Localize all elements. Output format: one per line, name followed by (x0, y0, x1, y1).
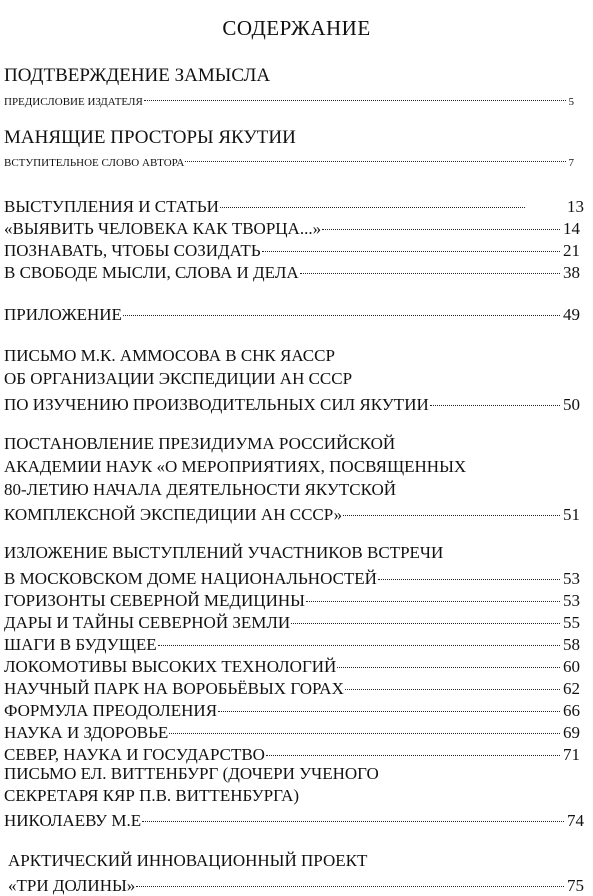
toc-entry-page: 53 (563, 569, 580, 588)
toc-entry-appendix[interactable] (4, 302, 580, 325)
toc-line: ПИСЬМО М.К. АММОСОВА В СНК ЯАССР (4, 346, 335, 365)
toc-entry-text: ГОРИЗОНТЫ СЕВЕРНОЙ МЕДИЦИНЫ (4, 591, 305, 610)
toc-entry-page: 71 (563, 745, 580, 764)
toc-entry-page: 7 (568, 157, 574, 169)
section-heading-yakutia: МАНЯЩИЕ ПРОСТОРЫ ЯКУТИИ (4, 127, 296, 148)
toc-entry-text: ДАРЫ И ТАЙНЫ СЕВЕРНОЙ ЗЕМЛИ (4, 613, 291, 632)
toc-entry-text: «ВЫЯВИТЬ ЧЕЛОВЕКА КАК ТВОРЦА...» (4, 219, 322, 238)
toc-entry-page: 53 (563, 591, 580, 610)
toc-entry-page: 75 (567, 876, 584, 895)
toc-entry-page: 21 (563, 241, 580, 260)
dot-leader (345, 672, 560, 690)
toc-entry-freedom[interactable] (4, 260, 580, 283)
toc-line: ПОСТАНОВЛЕНИЕ ПРЕЗИДИУМА РОССИЙСКОЙ (4, 434, 396, 453)
toc-entry-page: 38 (563, 263, 580, 282)
toc-entry-text: СЕВЕР, НАУКА И ГОСУДАРСТВО (4, 745, 265, 764)
toc-line: АКАДЕМИИ НАУК «О МЕРОПРИЯТИЯХ, ПОСВЯЩЕННЫХ (4, 457, 467, 476)
toc-entry-page: 74 (567, 811, 584, 830)
toc-entry-meeting-8[interactable] (4, 742, 580, 765)
dot-leader (430, 388, 560, 406)
page-title: СОДЕРЖАНИЕ (222, 16, 371, 40)
toc-entry-text: В МОСКОВСКОМ ДОМЕ НАЦИОНАЛЬНОСТЕЙ (4, 569, 377, 588)
toc-entry-text: ПРИЛОЖЕНИЕ (4, 305, 122, 324)
toc-entry-page: 14 (563, 219, 580, 238)
toc-line: СЕКРЕТАРЯ КЯР П.В. ВИТТЕНБУРГА) (4, 786, 300, 805)
dot-leader (337, 650, 560, 668)
dot-leader (266, 738, 560, 756)
toc-entry-text: ПОЗНАВАТЬ, ЧТОБЫ СОЗИДАТЬ (4, 241, 261, 260)
toc-entry-text: КОМПЛЕКСНОЙ ЭКСПЕДИЦИИ АН СССР» (4, 505, 343, 524)
toc-entry-preface[interactable] (4, 93, 574, 109)
toc-entry-text: ПО ИЗУЧЕНИЮ ПРОИЗВОДИТЕЛЬНЫХ СИЛ ЯКУТИИ (4, 395, 429, 414)
toc-line: ОБ ОРГАНИЗАЦИИ ЭКСПЕДИЦИИ АН СССР (4, 369, 353, 388)
dot-leader (378, 562, 560, 580)
dot-leader (220, 190, 525, 208)
toc-entry-arctic[interactable] (8, 873, 584, 896)
dot-leader (136, 869, 564, 887)
dot-leader (144, 89, 566, 101)
toc-entry-text: ПРЕДИСЛОВИЕ ИЗДАТЕЛЯ (4, 96, 143, 108)
toc-entry-page: 49 (563, 305, 580, 324)
toc-entry-letter[interactable] (4, 392, 580, 415)
toc-line: 80-ЛЕТИЮ НАЧАЛА ДЕЯТЕЛЬНОСТИ ЯКУТСКОЙ (4, 480, 397, 499)
toc-entry-page: 5 (568, 96, 574, 108)
toc-entry-text: ВЫСТУПЛЕНИЯ И СТАТЬИ (4, 197, 219, 216)
toc-entry-page: 58 (563, 635, 580, 654)
dot-leader (185, 150, 565, 162)
toc-entry-wittenburg[interactable] (4, 808, 584, 831)
toc-entry-text: В СВОБОДЕ МЫСЛИ, СЛОВА И ДЕЛА (4, 263, 299, 282)
dot-leader (300, 256, 560, 274)
toc-entry-page: 66 (563, 701, 580, 720)
toc-entry-page: 51 (563, 505, 580, 524)
dot-leader (169, 716, 560, 734)
toc-entry-resolution[interactable] (4, 502, 580, 525)
dot-leader (142, 804, 564, 822)
dot-leader (306, 584, 560, 602)
toc-entry-author-intro[interactable] (4, 154, 574, 170)
dot-leader (158, 628, 560, 646)
toc-entry-page: 13 (567, 197, 584, 216)
dot-leader (218, 694, 560, 712)
toc-line: АРКТИЧЕСКИЙ ИННОВАЦИОННЫЙ ПРОЕКТ (8, 851, 368, 870)
toc-line: ИЗЛОЖЕНИЕ ВЫСТУПЛЕНИЙ УЧАСТНИКОВ ВСТРЕЧИ (4, 543, 444, 562)
toc-entry-page: 69 (563, 723, 580, 742)
dot-leader (262, 234, 560, 252)
dot-leader (322, 212, 560, 230)
toc-entry-text: ШАГИ В БУДУЩЕЕ (4, 635, 157, 654)
toc-entry-page: 55 (563, 613, 580, 632)
toc-entry-text: НАУЧНЫЙ ПАРК НА ВОРОБЬЁВЫХ ГОРАХ (4, 679, 344, 698)
toc-entry-text: НИКОЛАЕВУ М.Е (4, 811, 142, 830)
toc-entry-text: НАУКА И ЗДОРОВЬЕ (4, 723, 169, 742)
toc-entry-page: 60 (563, 657, 580, 676)
toc-line: ПИСЬМО ЕЛ. ВИТТЕНБУРГ (ДОЧЕРИ УЧЕНОГО (4, 764, 379, 783)
toc-entry-page: 62 (563, 679, 580, 698)
toc-entry-text: «ТРИ ДОЛИНЫ» (8, 876, 136, 895)
toc-entry-text: ВСТУПИТЕЛЬНОЕ СЛОВО АВТОРА (4, 157, 185, 169)
dot-leader (123, 298, 560, 316)
section-heading-confirm: ПОДТВЕРЖДЕНИЕ ЗАМЫСЛА (4, 65, 271, 86)
dot-leader (343, 498, 560, 516)
toc-entry-page: 50 (563, 395, 580, 414)
toc-entry-text: ФОРМУЛА ПРЕОДОЛЕНИЯ (4, 701, 218, 720)
dot-leader (291, 606, 560, 624)
toc-entry-text: ЛОКОМОТИВЫ ВЫСОКИХ ТЕХНОЛОГИЙ (4, 657, 337, 676)
